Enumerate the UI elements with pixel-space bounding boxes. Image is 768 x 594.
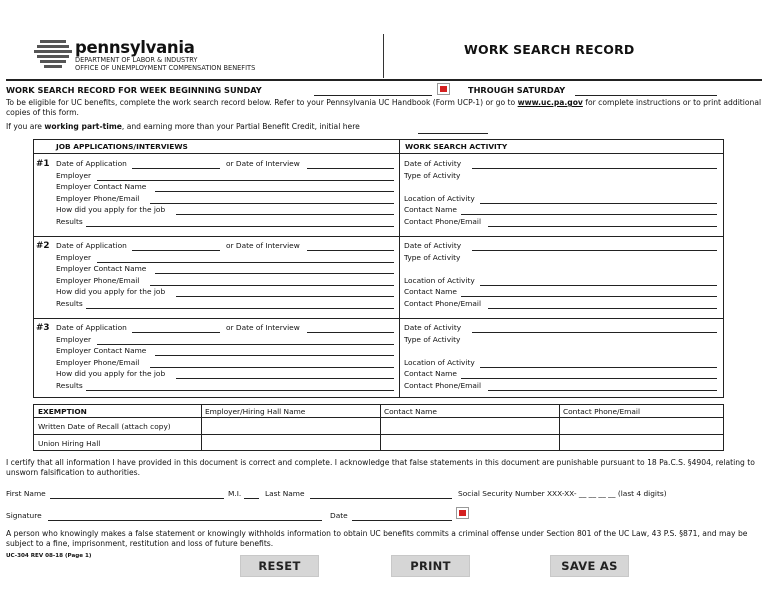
col-job-applications: JOB APPLICATIONS/INTERVIEWS: [56, 142, 188, 151]
contact-phone-header: Contact Phone/Email: [563, 407, 640, 416]
entry-1-date-activity-input[interactable]: [472, 160, 717, 169]
entry-3-activity-contact-name-label: Contact Name: [404, 369, 457, 378]
entry-3-how-applied-label: How did you apply for the job: [56, 369, 166, 378]
employer-hall-header: Employer/Hiring Hall Name: [205, 407, 306, 416]
entry-3-employer-input[interactable]: [97, 336, 394, 345]
entry-1-phone-input[interactable]: [150, 195, 394, 204]
recall-contact-input[interactable]: [381, 418, 559, 434]
entry-3-results-input[interactable]: [86, 382, 394, 391]
page-title: WORK SEARCH RECORD: [464, 42, 635, 57]
entry-1-employer-input[interactable]: [97, 172, 394, 181]
entry-2-type-activity-input[interactable]: [472, 254, 717, 263]
entry-1-activity-contact-phone-input[interactable]: [488, 218, 717, 227]
ssn-label[interactable]: Social Security Number XXX-XX- __ __ __ __ (last 4 digits): [458, 489, 667, 498]
through-saturday-input[interactable]: [575, 87, 717, 96]
entry-1-date-activity-label: Date of Activity: [404, 159, 462, 168]
recall-employer-input[interactable]: [202, 418, 380, 434]
signature-label: Signature: [6, 511, 42, 520]
entry-3-date-application-label: Date of Application: [56, 323, 127, 332]
entry-3-employer-label: Employer: [56, 334, 92, 344]
entry-3-location-input[interactable]: [480, 359, 717, 368]
pa-keystone-logo-icon: [34, 40, 72, 68]
entry-2-employer-input[interactable]: [97, 254, 394, 263]
table-header: [34, 140, 723, 154]
entry-1-number: #1: [36, 158, 50, 169]
entry-1-results-label: Results: [56, 216, 83, 226]
through-saturday-label: THROUGH SATURDAY: [468, 85, 566, 95]
entry-1-contact-name-label: Employer Contact Name: [56, 182, 147, 191]
signature-input[interactable]: [48, 512, 322, 521]
entry-2-number: #2: [36, 240, 50, 251]
mi-input[interactable]: [244, 490, 259, 499]
entry-2-how-applied-label: How did you apply for the job: [56, 287, 166, 296]
entry-3-type-activity-label: Type of Activity: [404, 334, 461, 344]
calendar-week-start-icon[interactable]: [437, 83, 450, 95]
last-name-input[interactable]: [310, 490, 452, 499]
entry-2-phone-input[interactable]: [150, 277, 394, 286]
entry-2-results-input[interactable]: [86, 300, 394, 309]
entry-3-date-interview-input[interactable]: [307, 324, 394, 333]
entry-2-location-label: Location of Activity: [404, 275, 475, 285]
last-name-label: Last Name: [265, 489, 305, 498]
entry-3-activity-contact-phone-input[interactable]: [488, 382, 717, 391]
reset-button[interactable]: RESET: [240, 555, 319, 577]
save-as-button[interactable]: SAVE AS: [550, 555, 629, 577]
entry-1-date-application-label: Date of Application: [56, 159, 127, 168]
entry-1-activity-contact-name-input[interactable]: [461, 206, 717, 215]
entry-3-phone-input[interactable]: [150, 359, 394, 368]
first-name-label: First Name: [6, 489, 46, 498]
entry-1-location-input[interactable]: [480, 195, 717, 204]
week-beginning-input[interactable]: [314, 87, 432, 96]
entry-2-date-application-input[interactable]: [132, 242, 220, 251]
col-work-search-activity: WORK SEARCH ACTIVITY: [405, 142, 508, 151]
entry-1-how-applied-label: How did you apply for the job: [56, 205, 166, 214]
form-id: UC-304 REV 08-18 (Page 1): [6, 553, 92, 559]
entry-3-date-interview-label: or Date of Interview: [226, 323, 300, 332]
entry-2-type-activity-label: Type of Activity: [404, 252, 461, 262]
part-time-initials-input[interactable]: [418, 125, 488, 134]
print-button[interactable]: PRINT: [391, 555, 470, 577]
entry-2-activity-contact-name-input[interactable]: [461, 288, 717, 297]
entry-2-date-activity-input[interactable]: [472, 242, 717, 251]
part-time-line: If you are working part-time, and earning more than your Partial Benefit Credit, initial here: [6, 122, 360, 131]
calendar-sign-date-icon[interactable]: [456, 507, 469, 519]
entry-2-date-interview-input[interactable]: [307, 242, 394, 251]
entry-2-activity-contact-phone-input[interactable]: [488, 300, 717, 309]
warning-text: A person who knowingly makes a false statement or knowingly withholds information to obtain UC benefits commits a criminal offense under Section 801 of the UC Law, 43 P.S. §871, and may be subject to a fine, imprisonment, restitution and loss of future benefits.: [6, 529, 748, 548]
certification-text: I certify that all information I have provided in this document is correct and complete. I acknowledge that false statements in this document are punishable pursuant to 18 Pa.C.S. §4904, relating to unsworn falsification to authorities.: [6, 458, 755, 477]
entry-3-number: #3: [36, 322, 50, 333]
week-beginning-label: WORK SEARCH RECORD FOR WEEK BEGINNING SUNDAY: [6, 85, 262, 95]
entry-2-employer-label: Employer: [56, 252, 92, 262]
entry-3-how-applied-input[interactable]: [176, 370, 394, 379]
union-employer-input[interactable]: [202, 435, 380, 451]
entry-2-contact-name-label: Employer Contact Name: [56, 264, 147, 273]
entry-2-how-applied-input[interactable]: [176, 288, 394, 297]
entry-1-contact-name-input[interactable]: [155, 183, 394, 192]
dept-line-2: OFFICE OF UNEMPLOYMENT COMPENSATION BENEFITS: [75, 64, 256, 72]
entry-3-results-label: Results: [56, 380, 83, 390]
entry-1-employer-label: Employer: [56, 170, 92, 180]
dept-line-1: DEPARTMENT OF LABOR & INDUSTRY: [75, 56, 198, 64]
uc-website-link[interactable]: www.uc.pa.gov: [517, 98, 583, 107]
entry-3-activity-contact-phone-label: Contact Phone/Email: [404, 380, 481, 390]
union-contact-input[interactable]: [381, 435, 559, 451]
recall-phone-input[interactable]: [560, 418, 724, 434]
entry-3-contact-name-input[interactable]: [155, 347, 394, 356]
recall-date-label: Written Date of Recall (attach copy): [38, 422, 171, 431]
entry-1-date-interview-label: or Date of Interview: [226, 159, 300, 168]
entry-2-results-label: Results: [56, 298, 83, 308]
entry-3-activity-contact-name-input[interactable]: [461, 370, 717, 379]
intro-paragraph: To be eligible for UC benefits, complete the work search record below. Refer to your Pennsylvania UC Handbook (Form UCP-1) or go to www.uc.pa.gov for complete instructions or to print additional copies of this form.: [6, 98, 762, 117]
entry-2-date-interview-label: or Date of Interview: [226, 241, 300, 250]
date-label: Date: [330, 511, 348, 520]
entry-2-activity-contact-name-label: Contact Name: [404, 287, 457, 296]
mi-label: M.I.: [228, 489, 242, 498]
entry-3-location-label: Location of Activity: [404, 357, 475, 367]
date-input[interactable]: [352, 512, 452, 521]
entry-2-date-activity-label: Date of Activity: [404, 241, 462, 250]
exemption-header: EXEMPTION: [38, 407, 87, 416]
header-rule: [6, 79, 762, 81]
entry-3-date-activity-label: Date of Activity: [404, 323, 462, 332]
header-divider: [383, 34, 384, 78]
exemption-table: [33, 404, 724, 451]
entry-1-results-input[interactable]: [86, 218, 394, 227]
entry-2-activity-contact-phone-label: Contact Phone/Email: [404, 298, 481, 308]
entry-3-type-activity-input[interactable]: [472, 336, 717, 345]
entry-1-type-activity-label: Type of Activity: [404, 170, 461, 180]
entry-1-activity-contact-phone-label: Contact Phone/Email: [404, 216, 481, 226]
entry-2-date-application-label: Date of Application: [56, 241, 127, 250]
entry-1-activity-contact-name-label: Contact Name: [404, 205, 457, 214]
entry-2-location-input[interactable]: [480, 277, 717, 286]
first-name-input[interactable]: [50, 490, 224, 499]
entry-2-phone-label: Employer Phone/Email: [56, 275, 140, 285]
entry-1-location-label: Location of Activity: [404, 193, 475, 203]
entry-1-date-interview-input[interactable]: [307, 160, 394, 169]
entry-3-phone-label: Employer Phone/Email: [56, 357, 140, 367]
entry-1-date-application-input[interactable]: [132, 160, 220, 169]
entry-3-date-activity-input[interactable]: [472, 324, 717, 333]
entry-3-contact-name-label: Employer Contact Name: [56, 346, 147, 355]
entry-1-how-applied-input[interactable]: [176, 206, 394, 215]
entry-2-contact-name-input[interactable]: [155, 265, 394, 274]
entry-1-phone-label: Employer Phone/Email: [56, 193, 140, 203]
entry-1-type-activity-input[interactable]: [472, 172, 717, 181]
union-phone-input[interactable]: [560, 435, 724, 451]
union-hall-label: Union Hiring Hall: [38, 439, 101, 448]
entry-3-date-application-input[interactable]: [132, 324, 220, 333]
brand-name: pennsylvania: [75, 38, 195, 57]
contact-name-header: Contact Name: [384, 407, 437, 416]
